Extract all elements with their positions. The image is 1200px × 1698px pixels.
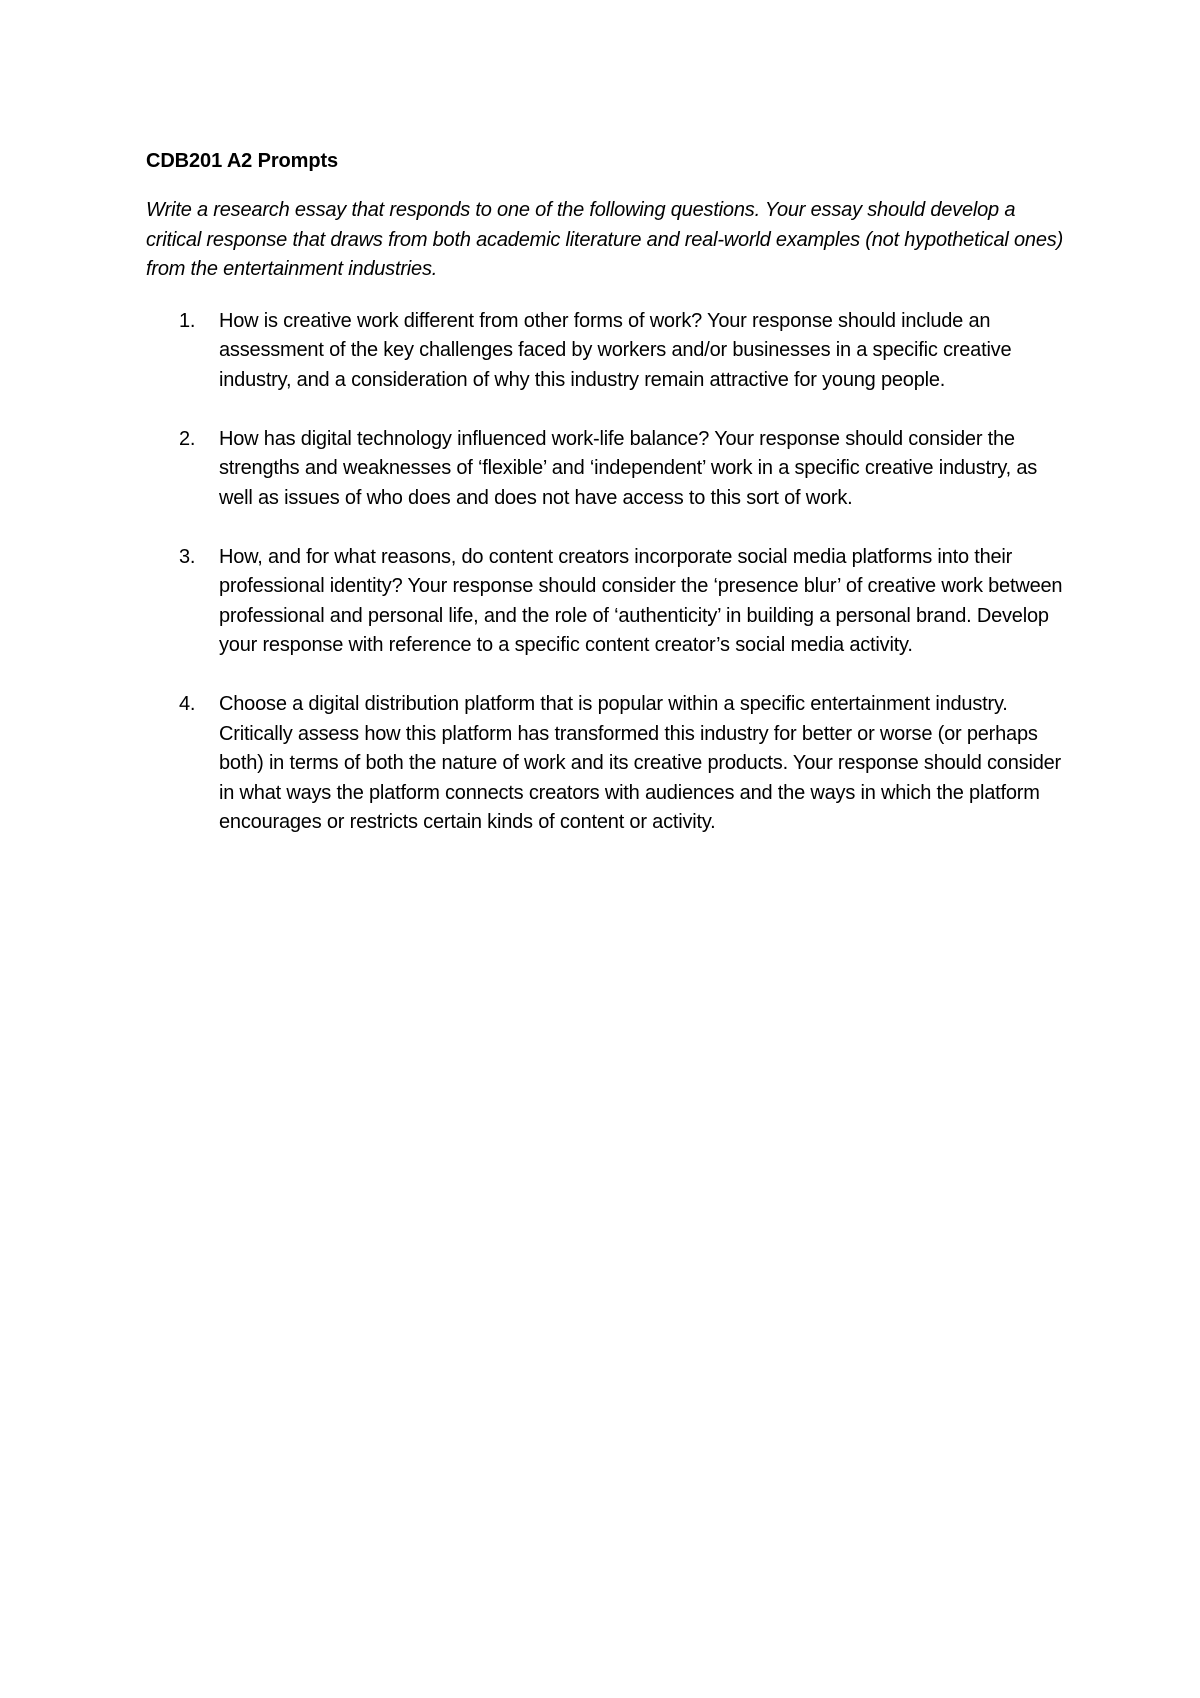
- prompt-item: [146, 690, 1066, 838]
- document-body: [146, 146, 1066, 867]
- prompt-text: How is creative work different from other forms of work? Your response should include an assessment of the key challenges faced by workers and/or businesses in a specific creative industry, and a consideration of why this industry remain attractive for young people.: [219, 309, 1012, 391]
- prompt-number: 3.: [179, 545, 196, 568]
- prompt-item: [146, 425, 1066, 514]
- prompt-text: Choose a digital distribution platform that is popular within a specific entertainment industry. Critically assess how this platform has transformed this industry for better or worse (or perhaps both) in terms of both the nature of work and its creative products. Your response should consider in what ways the platform connects creators with audiences and the ways in which the platform encourages or restricts certain kinds of content or activity.: [219, 693, 1062, 833]
- document-title: CDB201 A2 Prompts: [146, 150, 339, 172]
- prompt-text: How, and for what reasons, do content creators incorporate social media platforms into their professional identity? Your response should consider the ‘presence blur’ of creative work between professional and personal life, and the role of ‘authenticity’ in building a personal brand. Develop your response with reference to a specific content creator’s social media activity.: [219, 545, 1063, 656]
- prompt-item: [146, 543, 1066, 661]
- prompt-number: 2.: [179, 427, 196, 450]
- instructions-paragraph: Write a research essay that responds to one of the following questions. Your essay should develop a critical response that draws from both academic literature and real-world examples (not hypothetical ones) from the entertainment industries.: [146, 199, 1064, 280]
- prompt-list: [146, 307, 1066, 838]
- prompt-number: 4.: [179, 693, 196, 715]
- prompt-item: [146, 307, 1066, 396]
- prompt-text: How has digital technology influenced work-life balance? Your response should consider the strengths and weaknesses of ‘flexible’ and ‘independent’ work in a specific creative industry, as well as issues of who does and does not have access to this sort of work.: [219, 427, 1038, 509]
- prompt-number: 1.: [179, 309, 196, 332]
